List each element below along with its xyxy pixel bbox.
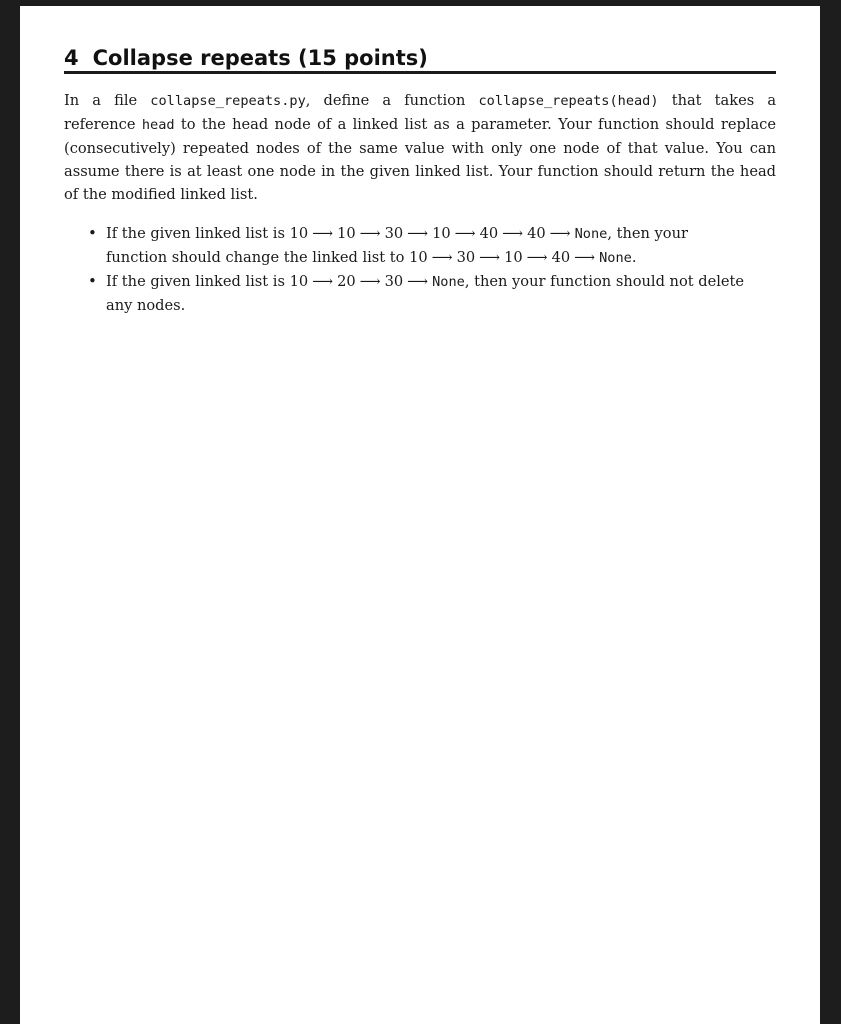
intro-line-2 — [64, 113, 776, 137]
example-text: . — [631, 249, 637, 266]
example-text: If the given linked list is — [106, 273, 285, 290]
list-node-value: 40 — [527, 225, 546, 242]
arrow-icon: ⟶ — [502, 225, 524, 242]
intro-text: reference — [64, 116, 136, 133]
function-signature-code: collapse_repeats(head) — [478, 93, 659, 109]
intro-line-3: (consecutively) repeated nodes of the same value with only one node of that value. You can — [64, 140, 776, 157]
example-text: , then your — [607, 225, 688, 242]
example-1-line-1 — [106, 222, 776, 246]
list-node-value: 10 — [289, 225, 309, 242]
linked-list-input — [290, 273, 465, 290]
arrow-icon: ⟶ — [407, 225, 429, 242]
arrow-icon: ⟶ — [431, 249, 453, 266]
intro-paragraph — [64, 89, 776, 206]
linked-list-output — [409, 249, 632, 266]
example-text: function should change the linked list to — [106, 249, 405, 266]
intro-line-5: of the modified linked list. — [64, 186, 258, 203]
intro-text: to the head node of a linked list as a parameter. Your function should replace — [180, 116, 776, 133]
list-node-value: 40 — [479, 225, 499, 242]
list-node-value: 10 — [504, 249, 523, 266]
example-item-1 — [64, 222, 776, 270]
linked-list-input — [290, 225, 608, 242]
intro-line-1 — [64, 89, 776, 113]
list-node-value: 30 — [384, 225, 404, 242]
bullet-marker: • — [88, 224, 97, 242]
none-literal: None — [432, 274, 465, 290]
file-name-code: collapse_repeats.py — [150, 93, 306, 109]
examples-list — [64, 222, 776, 317]
example-1-line-2 — [106, 246, 776, 270]
list-node-value: 30 — [384, 273, 404, 290]
document-page — [20, 6, 820, 1024]
example-text: , then your function should not delete — [464, 273, 745, 290]
list-node-value: 20 — [337, 273, 356, 290]
none-literal: None — [574, 226, 608, 242]
arrow-icon: ⟶ — [359, 225, 381, 242]
arrow-icon: ⟶ — [407, 273, 429, 290]
arrow-icon: ⟶ — [549, 225, 571, 242]
bullet-marker: • — [88, 272, 97, 290]
section-title: Collapse repeats (15 points) — [92, 46, 428, 70]
arrow-icon: ⟶ — [574, 249, 596, 266]
arrow-icon: ⟶ — [312, 273, 334, 290]
arrow-icon: ⟶ — [359, 273, 381, 290]
arrow-icon: ⟶ — [526, 249, 548, 266]
intro-text: , define a function — [305, 92, 466, 109]
list-node-value: 10 — [432, 225, 451, 242]
arrow-icon: ⟶ — [312, 225, 334, 242]
example-text: If the given linked list is — [106, 225, 285, 242]
none-literal: None — [599, 250, 632, 266]
section-heading — [64, 46, 776, 74]
list-node-value: 40 — [551, 249, 571, 266]
arrow-icon: ⟶ — [454, 225, 476, 242]
section-number: 4 — [64, 46, 79, 70]
list-node-value: 10 — [337, 225, 356, 242]
intro-line-4: assume there is at least one node in the given linked list. Your function should return the head — [64, 163, 776, 180]
param-name-code: head — [141, 117, 175, 133]
list-node-value: 10 — [409, 249, 428, 266]
list-node-value: 30 — [456, 249, 476, 266]
example-2-line-2: any nodes. — [106, 297, 186, 314]
arrow-icon: ⟶ — [479, 249, 501, 266]
example-2-line-1 — [106, 270, 776, 294]
intro-text: that takes a — [671, 92, 777, 109]
example-item-2 — [64, 270, 776, 317]
list-node-value: 10 — [289, 273, 309, 290]
intro-text: In a file — [64, 92, 138, 109]
